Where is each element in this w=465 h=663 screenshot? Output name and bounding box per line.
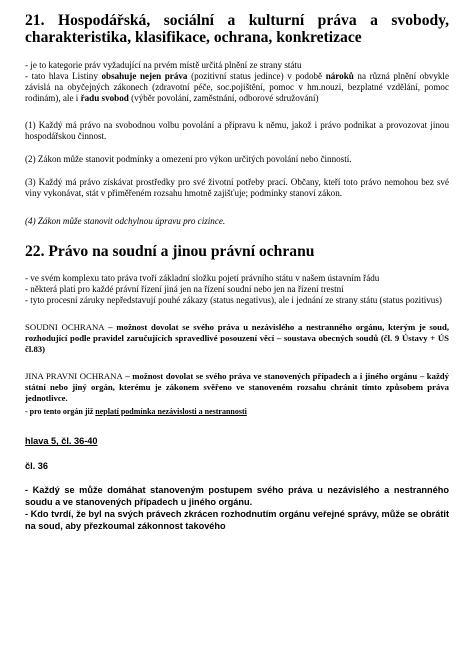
condition-prefix: - pro tento orgán již bbox=[25, 407, 96, 416]
jina-ochrana-label: JINA PRAVNI OCHRANA bbox=[25, 371, 123, 381]
section-22-heading: 22. Právo na soudní a jinou právní ochranu bbox=[25, 243, 315, 260]
article-1: (1) Každý má právo na svobodnou volbu povolání a přípravu k němu, jakož i právo podnikat a provozovat jinou hospodářskou činnost. bbox=[25, 120, 449, 141]
article-4: (4) Zákon může stanovit odchylnou úpravu pro cizince. bbox=[25, 216, 226, 226]
article-36-items bbox=[25, 484, 449, 532]
text-run-4: na různá plnění obvykle závislá na obyčejných zákonech (zdravotní péče, soc.pojištění, pomoc v hm.nouzi, bezplatné vzdělání, pomoc rodinám), ale i bbox=[25, 71, 449, 103]
soudni-ochrana-text: – možnost dovolat se svého práva u nezávislého a nestranného orgánu, kterým je soud, rozhodující podle pravidel zaručujících spravedlivé posouzení věcí – soustava obecných soudů (čl. 9 Ústavy + ÚS čl.83) bbox=[25, 322, 449, 354]
section-21-articles bbox=[25, 120, 449, 227]
bullet-2: - některá platí pro každé právní řízení jiná jen na řízení soudní nebo jen na řízení trestní bbox=[25, 284, 344, 294]
text-run-6: (výběr povolání, zaměstnání, odborové sdružování) bbox=[128, 93, 319, 103]
bold-run-1: obsahuje nejen práva bbox=[101, 71, 188, 81]
section-21-intro bbox=[25, 60, 449, 104]
condition-underlined: neplatí podmínka nezávislosti a nestrannosti bbox=[95, 407, 247, 416]
soudni-ochrana-paragraph bbox=[25, 322, 449, 355]
section-22-bullets bbox=[25, 273, 449, 306]
jina-ochrana-paragraph bbox=[25, 371, 449, 404]
text-run-0: - je to kategorie práv vyžadující na prvém místě určitá plnění ze strany státu bbox=[25, 60, 302, 70]
hlava-reference: hlava 5, čl. 36-40 bbox=[25, 436, 98, 446]
text-run-2: (pozitivní status jedince) v podobě bbox=[187, 71, 326, 81]
article-3: (3) Každý má právo získávat prostředky pro své životní potřeby prací. Občany, kteří toto právo nemohou bez své viny vykonávat, stát v přiměřeném rozsahu hmotně zajišťuje; podmínky stanoví zákon. bbox=[25, 177, 449, 198]
soudni-ochrana-label: SOUDNI OCHRANA bbox=[25, 322, 105, 332]
bullet-3: - tyto procesní záruky nepředstavují pouhé zákazy (status negativus), ale i jednání ze strany státu (status pozitivus) bbox=[25, 295, 442, 305]
section-21-heading: 21. Hospodářská, sociální a kulturní práva a svobody, charakteristika, klasifikace, ochrana, konkretizace bbox=[25, 12, 449, 46]
article-36-label: čl. 36 bbox=[25, 461, 48, 471]
article-36-item-2: - Kdo tvrdí, že byl na svých právech zkrácen rozhodnutím orgánu veřejné správy, může se obrátit na soud, aby přezkoumal zákonnost takového bbox=[25, 509, 449, 531]
article-2: (2) Zákon může stanovit podmínky a omezení pro výkon určitých povolání nebo činností. bbox=[25, 154, 352, 164]
bullet-1: - ve svém komplexu tato práva tvoří základní složku pojetí právního státu v našem ústavním řádu bbox=[25, 273, 380, 283]
bold-run-5: řadu svobod bbox=[80, 93, 129, 103]
article-36-item-1: - Každý se může domáhat stanoveným postupem svého práva u nezávislého a nestranného soudu a ve stanovených případech u jiného orgánu. bbox=[25, 485, 449, 507]
intro-line-1 bbox=[25, 60, 449, 71]
jina-ochrana-text: – možnost dovolat se svého práva ve stanovených případech a i jiného orgánu – každý státní nebo jiný orgán, kterému je zákonem svěřeno ve stanoveném rozsahu chránit tímto způsobem práva jednotlivce. bbox=[25, 371, 449, 403]
bold-run-3: nároků bbox=[325, 71, 354, 81]
text-run-0: - tato hlava Listiny bbox=[25, 71, 102, 81]
intro-line-2 bbox=[25, 71, 449, 104]
condition-line bbox=[25, 406, 449, 417]
